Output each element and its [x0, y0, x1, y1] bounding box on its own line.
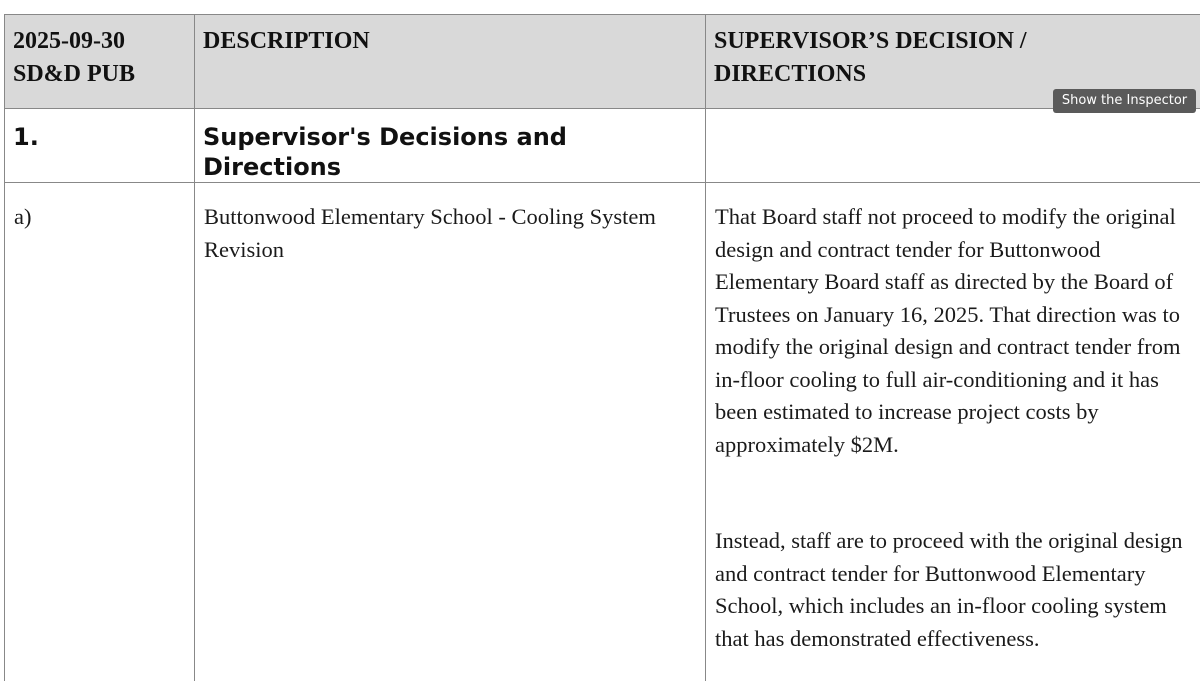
header-date-cell	[5, 15, 195, 109]
section-number: 1.	[5, 109, 195, 183]
item-decision	[706, 183, 1200, 681]
section-row	[5, 109, 1200, 183]
section-title: Supervisor's Decisions and Directions	[195, 109, 706, 183]
table-row	[5, 183, 1200, 681]
item-label: a)	[5, 183, 195, 681]
header-decision-line2: DIRECTIONS	[714, 61, 867, 87]
decision-paragraph-1: That Board staff not proceed to modify the original design and contract tender for Buttonwood Elementary Board staff as directed by the Board of Trustees on January 16, 2025. That direction was to modify the original design and contract tender from in-floor cooling to full air-conditioning and it has been estimated to increase project costs by approximately $2M.	[715, 204, 1181, 457]
table-header-row	[5, 15, 1200, 109]
item-description: Buttonwood Elementary School - Cooling System Revision	[195, 183, 706, 681]
decision-paragraph-2: Instead, staff are to proceed with the original design and contract tender for Buttonwood Elementary School, which includes an in-floor cooling system that has demonstrated effectiveness.	[715, 528, 1183, 651]
section-empty-cell	[706, 109, 1200, 183]
header-decision-line1: SUPERVISOR’S DECISION /	[714, 28, 1027, 54]
header-description: DESCRIPTION	[195, 15, 706, 109]
decisions-table	[4, 14, 1200, 681]
header-date: 2025-09-30	[13, 28, 125, 54]
show-inspector-button[interactable]: Show the Inspector	[1053, 89, 1196, 113]
header-doc-code: SD&D PUB	[13, 61, 136, 87]
